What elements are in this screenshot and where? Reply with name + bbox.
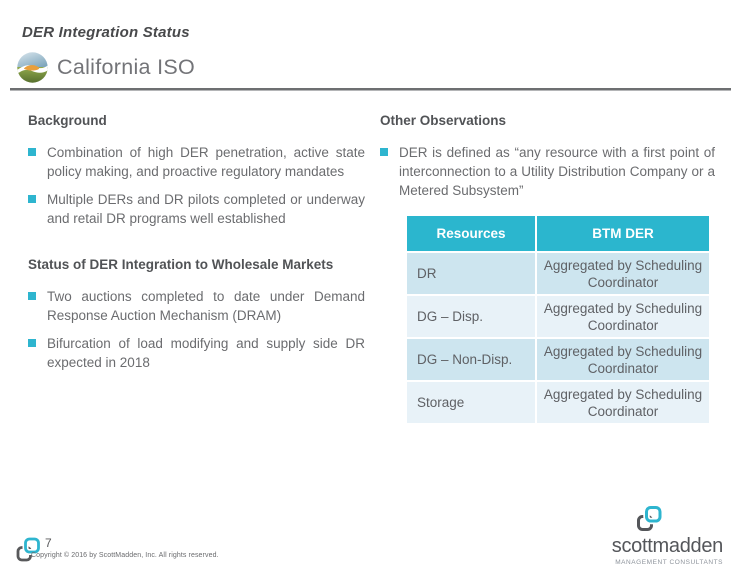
slide-title: DER Integration Status	[22, 24, 190, 41]
table-row	[406, 338, 710, 381]
resource-cell: DG – Disp.	[406, 295, 536, 338]
table-row	[406, 381, 710, 424]
bullet-text: Multiple DERs and DR pilots completed or underway and retail DR programs well established	[47, 192, 365, 226]
btm-der-table	[405, 214, 711, 425]
section-heading-other-observations: Other Observations	[380, 113, 507, 128]
bullet-square-icon	[380, 148, 388, 156]
bullet-item	[28, 190, 365, 228]
bullet-text: DER is defined as “any resource with a first point of interconnection to a Utility Distribution Company or a Metered Subsystem”	[399, 145, 715, 198]
resource-cell: DR	[406, 252, 536, 295]
btm-der-cell: Aggregated by Scheduling Coordinator	[536, 338, 710, 381]
resource-cell: Storage	[406, 381, 536, 424]
bullet-text: Two auctions completed to date under Demand Response Auction Mechanism (DRAM)	[47, 289, 365, 323]
btm-der-cell: Aggregated by Scheduling Coordinator	[536, 381, 710, 424]
bullet-square-icon	[28, 148, 36, 156]
table-row	[406, 252, 710, 295]
california-iso-logo	[17, 52, 195, 83]
section-heading-wholesale-markets: Status of DER Integration to Wholesale Markets	[28, 257, 334, 272]
table-header-resources: Resources	[406, 215, 536, 252]
copyright-text: Copyright © 2016 by ScottMadden, Inc. All rights reserved.	[31, 552, 219, 559]
bullet-text: Combination of high DER penetration, active state policy making, and proactive regulatory mandates	[47, 145, 365, 179]
bullet-text: Bifurcation of load modifying and supply side DR expected in 2018	[47, 336, 365, 370]
section-heading-background: Background	[28, 113, 107, 128]
table-header-btm-der: BTM DER	[536, 215, 710, 252]
california-iso-globe-icon	[17, 52, 48, 83]
footer	[16, 534, 246, 564]
scottmadden-logo	[612, 505, 723, 566]
bullet-square-icon	[28, 339, 36, 347]
table-header-row	[406, 215, 710, 252]
resource-cell: DG – Non-Disp.	[406, 338, 536, 381]
header-divider	[10, 88, 731, 91]
btm-der-cell: Aggregated by Scheduling Coordinator	[536, 252, 710, 295]
scottmadden-tagline: MANAGEMENT CONSULTANTS	[615, 559, 723, 566]
right-column	[380, 111, 715, 425]
california-iso-wordmark: California ISO	[57, 55, 196, 79]
scottmadden-mark-icon	[636, 505, 663, 533]
page-number: 7	[45, 536, 52, 550]
table-row	[406, 295, 710, 338]
left-column	[28, 111, 365, 381]
bullet-item	[28, 143, 365, 181]
btm-der-cell: Aggregated by Scheduling Coordinator	[536, 295, 710, 338]
bullet-square-icon	[28, 195, 36, 203]
bullet-item	[28, 287, 365, 325]
bullet-item	[28, 334, 365, 372]
bullet-square-icon	[28, 292, 36, 300]
scottmadden-mark-icon	[16, 537, 41, 563]
bullet-item	[380, 143, 715, 200]
scottmadden-wordmark: scottmadden	[611, 535, 723, 557]
